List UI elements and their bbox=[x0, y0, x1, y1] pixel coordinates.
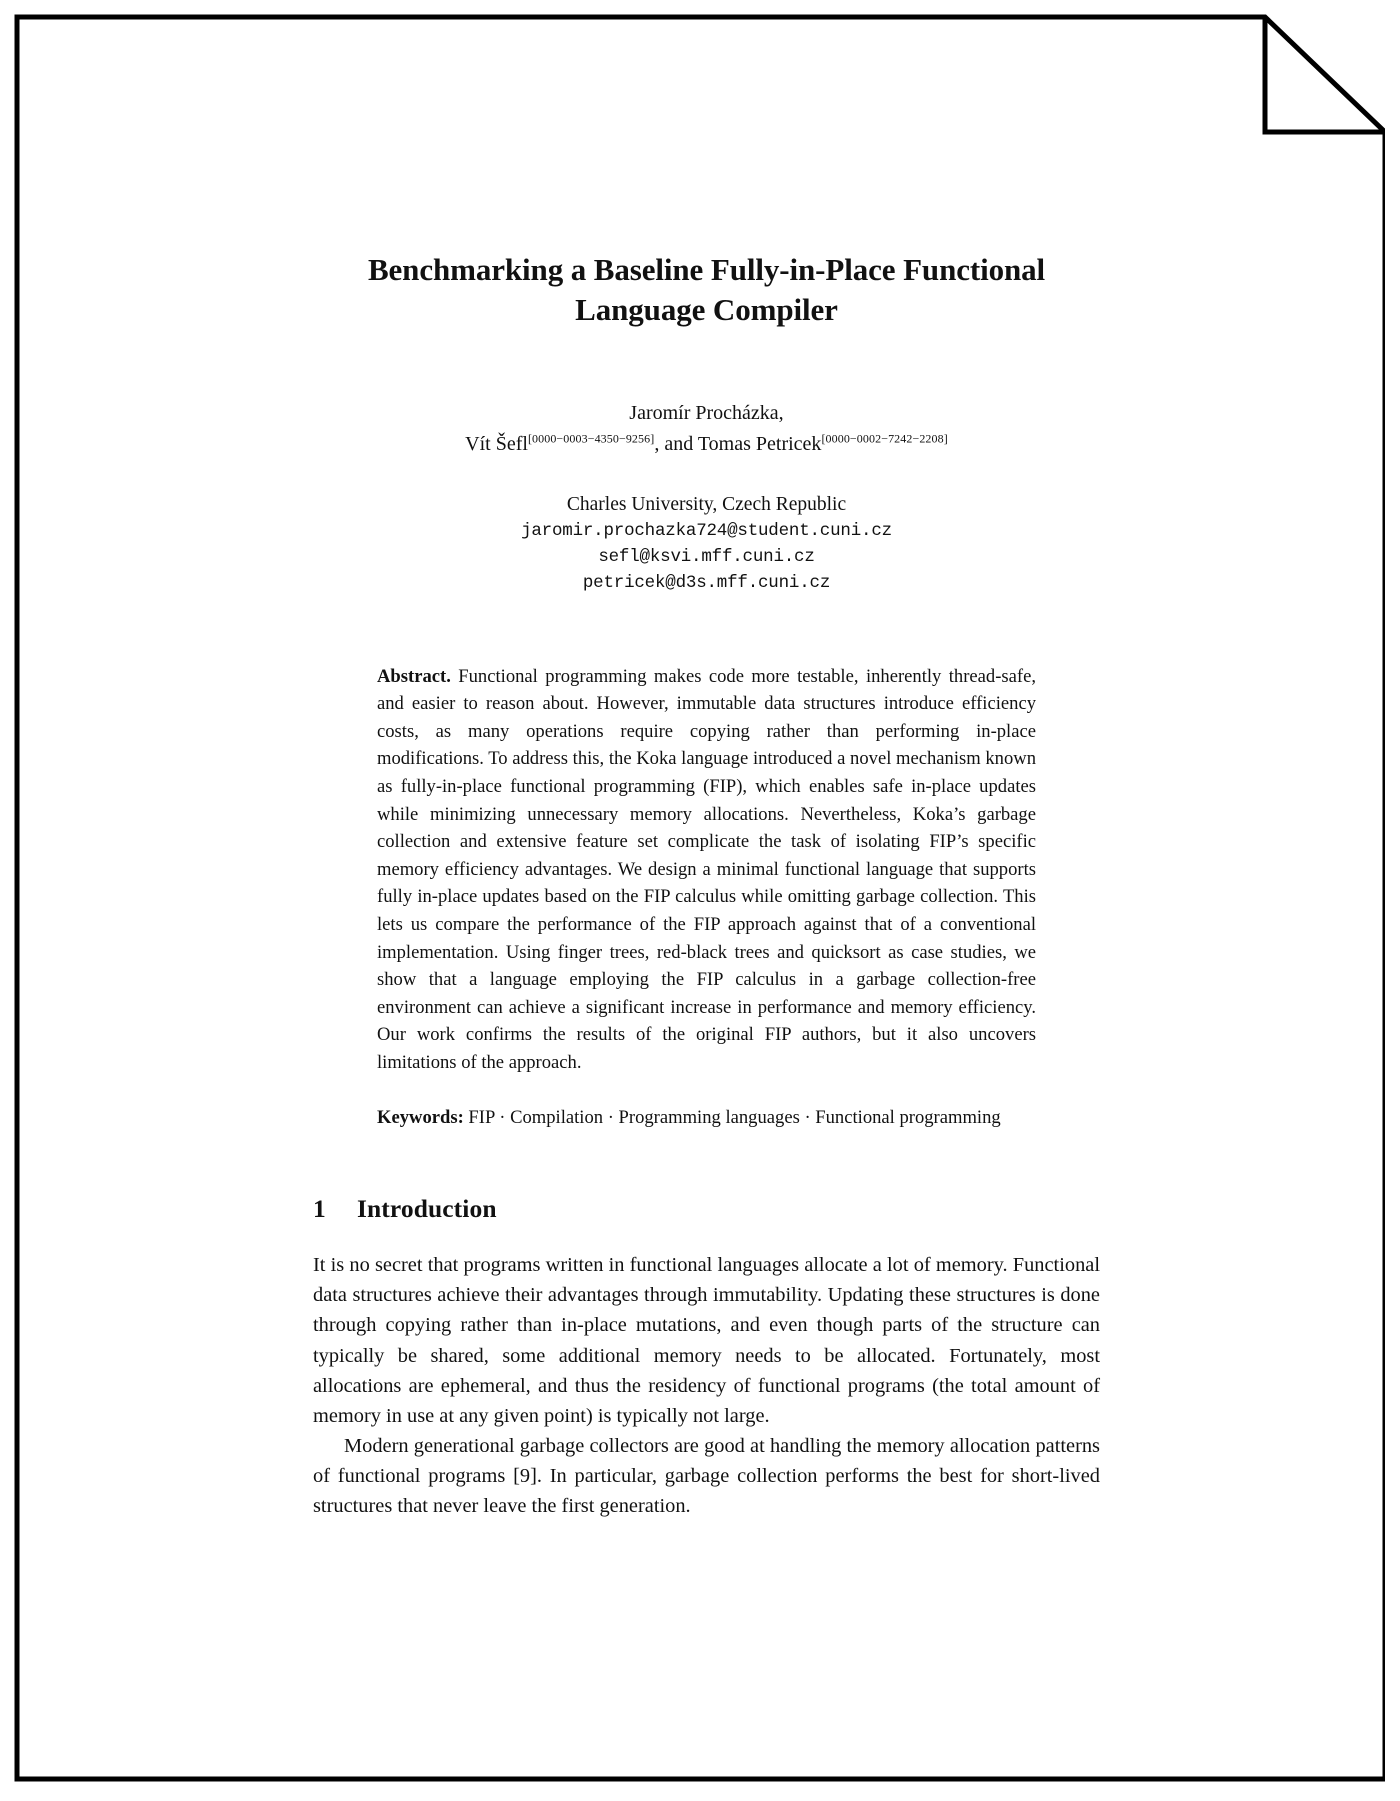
section-heading-introduction bbox=[313, 1131, 1100, 1224]
abstract-paragraph bbox=[377, 663, 1036, 1077]
orcid-sefl: [0000−0003−4350−9256] bbox=[527, 431, 655, 446]
section-number: 1 bbox=[313, 1194, 326, 1224]
page-title: Benchmarking a Baseline Fully-in-Place Functional Language Compiler bbox=[367, 252, 1046, 328]
author-name-sefl: Vít Šefl bbox=[465, 432, 528, 455]
author-connector: , and Tomas Petricek bbox=[654, 432, 822, 455]
email-address-2: sefl@ksvi.mff.cuni.cz bbox=[598, 546, 815, 567]
keywords-values: FIP · Compilation · Programming languages · Functional programming bbox=[468, 1106, 1001, 1128]
email-address-1: jaromir.prochazka724@student.cuni.cz bbox=[521, 520, 892, 541]
abstract-section bbox=[377, 597, 1036, 1132]
intro-paragraph-1: It is no secret that programs written in functional languages allocate a lot of memory. Functional data structures achieve their advantages through immutability. Updating these structures is done through copying rather than in-place mutations, and even though parts of the structure can typically be shared, some additional memory needs to be allocated. Fortunately, most allocations are ephemeral, and thus the residency of functional programs (the total amount of memory in use at any given point) is typically not large. bbox=[313, 1254, 1100, 1427]
abstract-label: Abstract. bbox=[377, 665, 451, 687]
author-list bbox=[313, 331, 1100, 460]
keywords-line bbox=[377, 1077, 1036, 1132]
keywords-label: Keywords: bbox=[377, 1106, 464, 1128]
author-line-1: Jaromír Procházka, bbox=[629, 401, 784, 424]
orcid-petricek: [0000−0002−7242−2208] bbox=[821, 431, 948, 446]
intro-paragraph-2: Modern generational garbage collectors are good at handling the memory allocation patterns of functional programs [9]. In particular, garbage collection performs the best for short-lived structures that never leave the first generation. bbox=[313, 1434, 1100, 1518]
email-address-3: petricek@d3s.mff.cuni.cz bbox=[582, 572, 831, 593]
author-line-2 bbox=[313, 429, 1100, 460]
abstract-body: Functional programming makes code more testable, inherently thread-safe, and easier to reason about. However, immutable data structures introduce efficiency costs, as many operations require copying rather than performing in-place modifications. To address this, the Koka language introduced a novel mechanism known as fully-in-place functional programming (FIP), which enables safe in-place updates while minimizing unnecessary memory allocations. Nevertheless, Koka’s garbage collection and extensive feature set complicate the task of isolating FIP’s specific memory efficiency advantages. We design a minimal functional language that supports fully in-place updates based on the FIP calculus while omitting garbage collection. This lets us compare the performance of the FIP approach against that of a conventional implementation. Using finger trees, red-black trees and quicksort as case studies, we show that a language employing the FIP calculus in a garbage collection-free environment can achieve a significant increase in performance and memory efficiency. Our work confirms the results of the original FIP authors, but it also uncovers limitations of the approach. bbox=[377, 665, 1037, 1074]
affiliation: Charles University, Czech Republic bbox=[566, 493, 847, 515]
section-title: Introduction bbox=[357, 1194, 497, 1224]
paper-column bbox=[313, 0, 1100, 1521]
